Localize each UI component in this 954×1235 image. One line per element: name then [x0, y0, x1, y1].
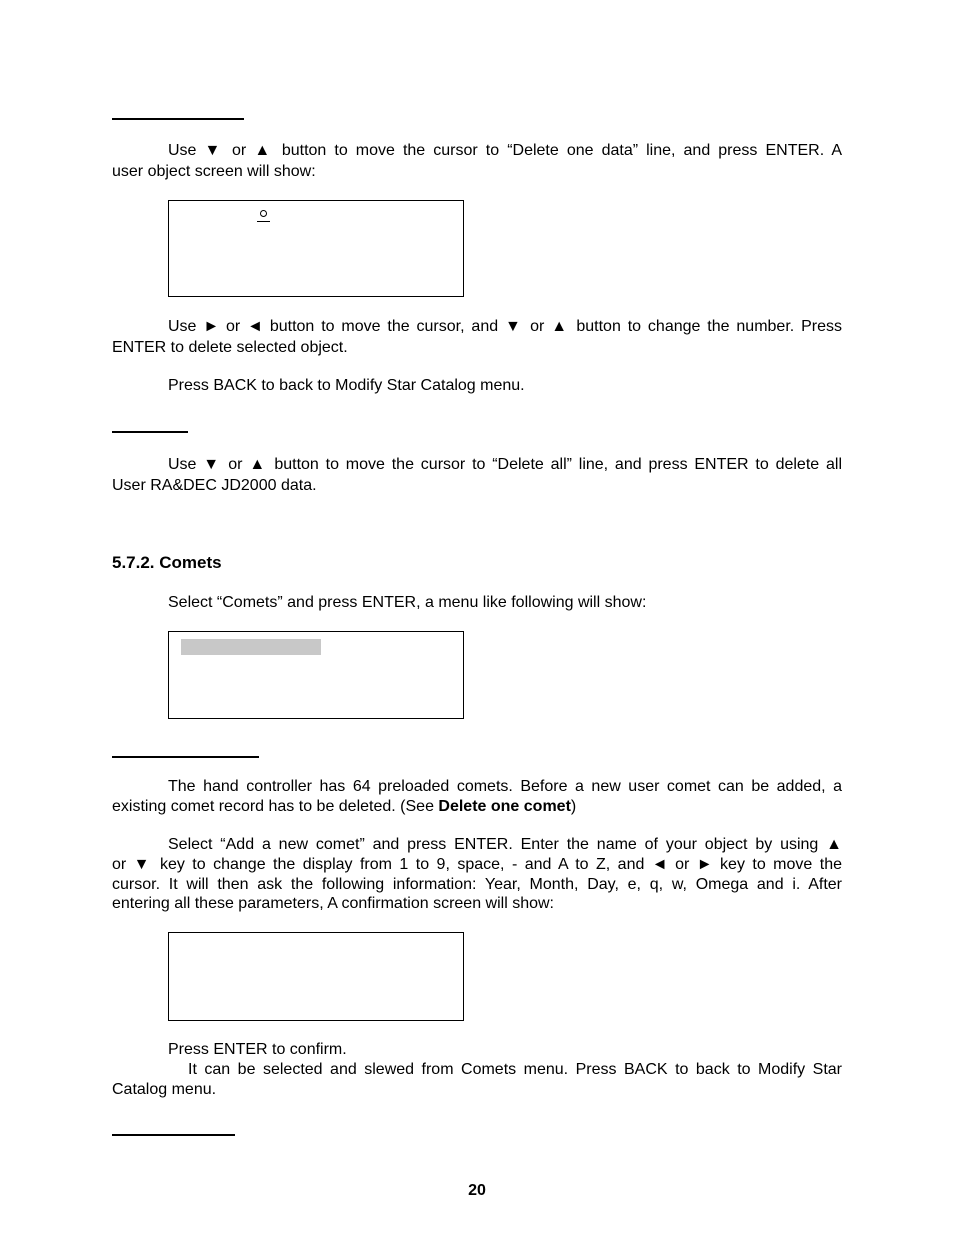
lcd-screen-user-object — [168, 200, 464, 297]
add-comet-para2-line4: entering all these parameters, A confirmation screen will show: — [112, 895, 554, 912]
delete-one-para2-line1: Use ► or ◄ button to move the cursor, and ▼ or ▲ button to change the number. Press — [168, 318, 842, 335]
lcd-screen-comets-menu — [168, 631, 464, 719]
add-comet-para1-line2 — [112, 797, 576, 817]
delete-one-para1-line2: user object screen will show: — [112, 163, 316, 180]
add-comet-para1-line1: The hand controller has 64 preloaded comets. Before a new user comet can be added, a — [168, 778, 842, 795]
add-comet-para3-line3: Catalog menu. — [112, 1081, 217, 1098]
section-rule-add-comet — [112, 756, 259, 758]
delete-all-para1-line2: User RA&DEC JD2000 data. — [112, 477, 317, 494]
add-comet-para3-line2: It can be selected and slewed from Comets menu. Press BACK to back to Modify Star — [188, 1061, 842, 1078]
delete-one-para2-line2: ENTER to delete selected object. — [112, 339, 348, 356]
menu-highlight-bar — [181, 639, 321, 655]
add-comet-para2-line3: cursor. It will then ask the following information: Year, Month, Day, e, q, w, Omega and i. After — [112, 876, 842, 893]
lcd-screen-confirmation — [168, 932, 464, 1021]
add-comet-para1-line2-suffix: ) — [570, 798, 577, 815]
add-comet-para3-line1: Press ENTER to confirm. — [168, 1041, 347, 1058]
section-heading-comets: 5.7.2. Comets — [112, 553, 222, 572]
page-number: 20 — [468, 1182, 486, 1199]
section-rule-delete-all — [112, 431, 188, 433]
delete-one-comet-reference: Delete one comet — [438, 798, 571, 815]
delete-all-para1-line1: Use ▼ or ▲ button to move the cursor to “Delete all” line, and press ENTER to delete all — [168, 456, 842, 473]
add-comet-para2-line2: or ▼ key to change the display from 1 to 9, space, - and A to Z, and ◄ or ► key to move the — [112, 856, 842, 873]
add-comet-para2-line1: Select “Add a new comet” and press ENTER. Enter the name of your object by using ▲ — [168, 836, 842, 853]
delete-one-para3: Press BACK to back to Modify Star Catalog menu. — [168, 377, 525, 394]
delete-one-para1-line1: Use ▼ or ▲ button to move the cursor to “Delete one data” line, and press ENTER. A — [168, 142, 842, 159]
section-rule-next — [112, 1134, 235, 1136]
comets-intro: Select “Comets” and press ENTER, a menu like following will show: — [168, 594, 647, 611]
section-rule-delete-one — [112, 118, 244, 120]
cursor-circle-icon — [257, 208, 270, 222]
add-comet-para1-line2-prefix: existing comet record has to be deleted. (See — [112, 798, 439, 815]
